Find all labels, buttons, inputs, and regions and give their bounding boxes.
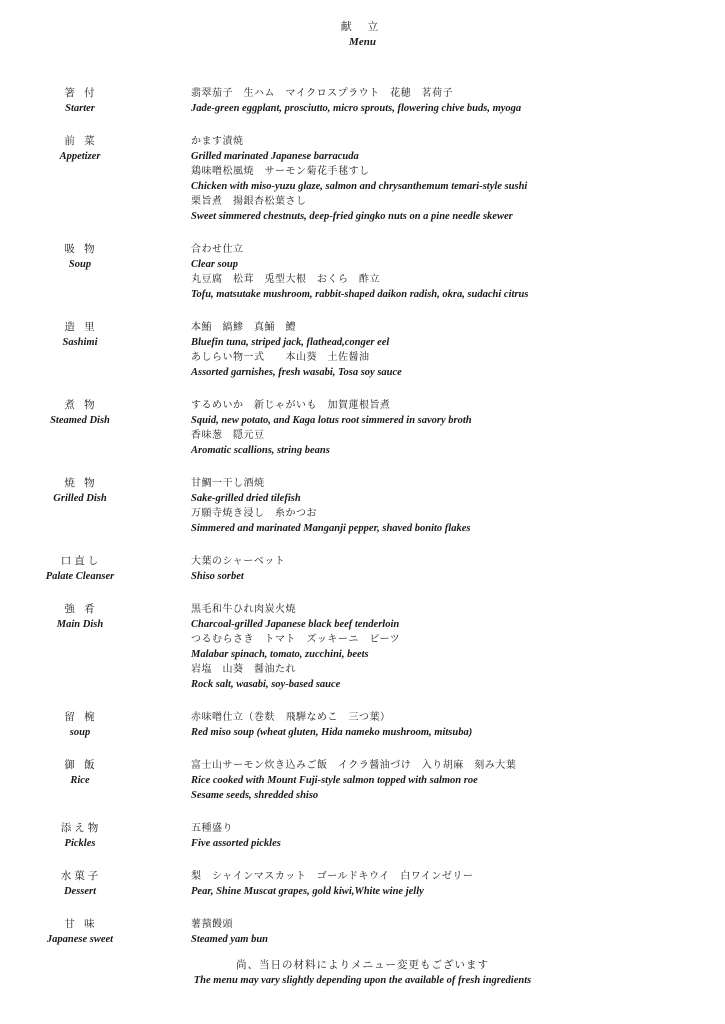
course-label	[0, 242, 160, 302]
course-row	[0, 86, 725, 116]
dish-line-jp: かます漬焼	[191, 136, 244, 147]
course-items	[160, 86, 725, 116]
course-list	[0, 86, 725, 965]
course-items	[160, 134, 725, 224]
course-label-jp: 添え物	[60, 822, 102, 834]
dish-line-en: Squid, new potato, and Kaga lotus root simmered in savory broth	[191, 415, 472, 426]
course-items	[160, 917, 725, 947]
menu-title-en: Menu	[349, 36, 376, 48]
dish-line-jp: あしらい物一式 本山葵 土佐醤油	[191, 352, 370, 363]
dish-line-jp: つるむらさき トマト ズッキーニ ビーツ	[191, 634, 401, 645]
menu-header	[0, 20, 725, 50]
dish-line-jp: 五種盛り	[191, 823, 233, 834]
dish-line-jp: 香味葱 隠元豆	[191, 430, 265, 441]
dish-line-jp: 梨 シャインマスカット ゴールドキウイ 白ワインゼリー	[191, 871, 474, 882]
course-label-jp: 甘 味	[64, 918, 98, 930]
course-label	[0, 821, 160, 851]
course-label	[0, 86, 160, 116]
course-row	[0, 869, 725, 899]
course-label-jp: 煮 物	[64, 399, 98, 411]
course-label-jp: 焼 物	[64, 477, 98, 489]
course-label-en: Japanese sweet	[46, 934, 114, 945]
dish-line-en: Sesame seeds, shredded shiso	[191, 790, 319, 801]
course-label-jp: 前 菜	[64, 135, 98, 147]
course-label	[0, 869, 160, 899]
dish-line-jp: 薯蕷饅頭	[191, 919, 233, 930]
dish-line-en: Simmered and marinated Manganji pepper, shaved bonito flakes	[191, 523, 471, 534]
dish-line-en: Bluefin tuna, striped jack, flathead,conger eel	[191, 337, 390, 348]
course-label-en: Sashimi	[62, 337, 98, 348]
course-label-en: Dessert	[63, 886, 97, 897]
dish-line-en: Steamed yam bun	[191, 934, 269, 945]
menu-footer	[0, 958, 725, 988]
dish-line-en: Grilled marinated Japanese barracuda	[191, 151, 359, 162]
dish-line-en: Malabar spinach, tomato, zucchini, beets	[191, 649, 369, 660]
course-label-en: Soup	[68, 259, 92, 270]
course-label	[0, 602, 160, 692]
course-row	[0, 917, 725, 947]
course-label	[0, 476, 160, 536]
course-label	[0, 320, 160, 380]
dish-line-jp: 大葉のシャーベット	[191, 556, 286, 567]
course-items	[160, 602, 725, 692]
course-label-en: Steamed Dish	[50, 415, 110, 426]
dish-line-jp: 栗旨煮 揚銀杏松葉さし	[191, 196, 307, 207]
course-label	[0, 398, 160, 458]
dish-line-en: Sweet simmered chestnuts, deep-fried gingko nuts on a pine needle skewer	[191, 211, 513, 222]
course-row	[0, 134, 725, 224]
dish-line-jp: 万願寺焼き浸し 糸かつお	[191, 508, 317, 519]
course-row	[0, 242, 725, 302]
course-items	[160, 242, 725, 302]
dish-line-jp: するめいか 新じゃがいも 加賀蓮根旨煮	[191, 400, 391, 411]
dish-line-en: Rice cooked with Mount Fuji-style salmon topped with salmon roe	[191, 775, 478, 786]
dish-line-en: Sake-grilled dried tilefish	[191, 493, 301, 504]
course-label-jp: 水菓子	[60, 870, 102, 882]
course-items	[160, 758, 725, 803]
course-row	[0, 398, 725, 458]
course-label-en: Pickles	[64, 838, 96, 849]
dish-line-en: Five assorted pickles	[191, 838, 281, 849]
dish-line-jp: 岩塩 山葵 醤油たれ	[191, 664, 296, 675]
course-label-en: Palate Cleanser	[45, 571, 115, 582]
dish-line-en: Charcoal-grilled Japanese black beef tenderloin	[191, 619, 400, 630]
dish-line-en: Rock salt, wasabi, soy-based sauce	[191, 679, 341, 690]
dish-line-en: Aromatic scallions, string beans	[191, 445, 330, 456]
dish-line-jp: 合わせ仕立	[191, 244, 244, 255]
course-label-jp: 留 椀	[64, 711, 98, 723]
course-label	[0, 710, 160, 740]
course-label	[0, 554, 160, 584]
menu-title-jp: 献 立	[340, 20, 385, 33]
dish-line-jp: 翡翠茄子 生ハム マイクロスプラウト 花穂 茗荷子	[191, 88, 454, 99]
course-label	[0, 134, 160, 224]
course-row	[0, 710, 725, 740]
course-label-en: Grilled Dish	[53, 493, 107, 504]
dish-line-jp: 丸豆腐 松茸 兎型大根 おくら 酢立	[191, 274, 380, 285]
course-label-jp: 口直し	[60, 555, 102, 567]
course-items	[160, 821, 725, 851]
course-items	[160, 320, 725, 380]
dish-line-en: Shiso sorbet	[191, 571, 244, 582]
dish-line-jp: 鶏味噌松風焼 サーモン菊花手毬すし	[191, 166, 370, 177]
dish-line-en: Chicken with miso-yuzu glaze, salmon and chrysanthemum temari-style sushi	[191, 181, 528, 192]
dish-line-en: Assorted garnishes, fresh wasabi, Tosa soy sauce	[191, 367, 402, 378]
course-label-jp: 強 肴	[64, 603, 98, 615]
course-label-jp: 御 飯	[64, 759, 98, 771]
course-items	[160, 554, 725, 584]
dish-line-en: Jade-green eggplant, prosciutto, micro sprouts, flowering chive buds, myoga	[191, 103, 522, 114]
footer-note-en: The menu may vary slightly depending upon the available of fresh ingredients	[193, 975, 532, 986]
course-label	[0, 758, 160, 803]
course-label-en: Main Dish	[56, 619, 104, 630]
course-row	[0, 602, 725, 692]
course-items	[160, 398, 725, 458]
dish-line-jp: 黒毛和牛ひれ肉炭火焼	[191, 604, 296, 615]
dish-line-en: Red miso soup (wheat gluten, Hida nameko mushroom, mitsuba)	[191, 727, 473, 738]
course-label-jp: 吸 物	[64, 243, 98, 255]
course-label-en: soup	[69, 727, 91, 738]
course-items	[160, 869, 725, 899]
dish-line-en: Tofu, matsutake mushroom, rabbit-shaped daikon radish, okra, sudachi citrus	[191, 289, 529, 300]
dish-line-en: Clear soup	[191, 259, 238, 270]
course-label-jp: 造 里	[64, 321, 98, 333]
course-row	[0, 758, 725, 803]
dish-line-jp: 富士山サーモン炊き込みご飯 イクラ醤油づけ 入り胡麻 刻み大葉	[191, 760, 517, 771]
course-label-en: Rice	[70, 775, 90, 786]
course-label-en: Starter	[65, 103, 95, 114]
course-items	[160, 476, 725, 536]
course-row	[0, 320, 725, 380]
dish-line-jp: 本鮪 縞鯵 真鯒 鱧	[191, 322, 296, 333]
dish-line-jp: 赤味噌仕立（巻麩 飛騨なめこ 三つ葉）	[191, 712, 391, 723]
course-label-jp: 箸 付	[64, 87, 98, 99]
footer-note-jp: 尚、当日の材料によりメニュー変更もございます	[236, 959, 489, 971]
course-label	[0, 917, 160, 947]
course-label-en: Appetizer	[59, 151, 101, 162]
dish-line-en: Pear, Shine Muscat grapes, gold kiwi,White wine jelly	[191, 886, 424, 897]
course-items	[160, 710, 725, 740]
course-row	[0, 554, 725, 584]
course-row	[0, 476, 725, 536]
course-row	[0, 821, 725, 851]
dish-line-jp: 甘鯛一干し酒焼	[191, 478, 265, 489]
